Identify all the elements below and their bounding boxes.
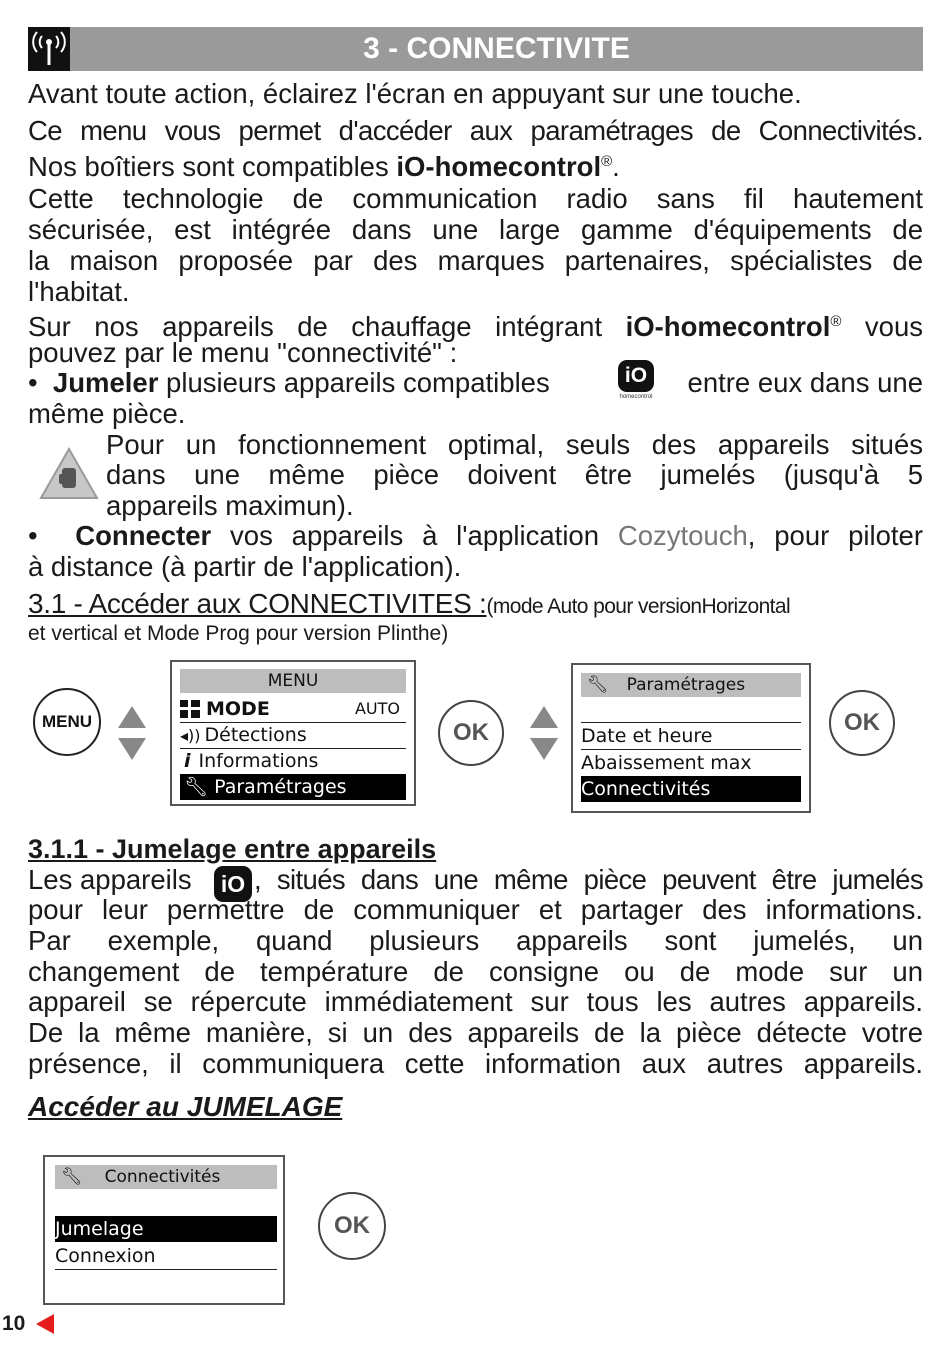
bullet-jumeler: • Jumeler plusieurs appareils compatibles	[28, 367, 550, 398]
ok-button[interactable]: OK	[318, 1192, 386, 1260]
bullet-line: même pièce.	[28, 398, 186, 429]
wrench-icon: 🔧︎	[61, 1167, 83, 1187]
lcd-row-mode: MODE AUTO	[180, 696, 406, 722]
lcd-screen-menu	[170, 660, 416, 806]
triangle-left-icon	[36, 1314, 54, 1334]
ok-button[interactable]: OK	[829, 690, 895, 756]
signal-icon: ◂))	[180, 726, 201, 745]
paragraph-line: Cette technologie de communication radio sans fil hautement	[28, 183, 923, 214]
ok-button[interactable]: OK	[438, 700, 504, 766]
lcd-screen-connectivites	[43, 1155, 285, 1305]
paragraph-line: Les appareils	[28, 864, 192, 895]
up-down-arrows-icon[interactable]	[117, 706, 147, 760]
paragraph-line: , situés dans une même pièce peuvent être jumelés	[254, 864, 923, 895]
paragraph-line: l'habitat.	[28, 276, 130, 307]
paragraph-line: présence, il communiquera cette information aux autres appareils.	[28, 1048, 923, 1079]
note-line: Pour un fonctionnement optimal, seuls des appareils situés	[106, 429, 923, 460]
lcd-title: MENU	[180, 669, 406, 693]
section-3-1-1-heading: 3.1.1 - Jumelage entre appareils	[28, 834, 437, 864]
note-line: appareils maximun).	[106, 490, 354, 521]
lcd-row: Date et heure	[581, 725, 713, 747]
intro-line: Nos boîtiers sont compatibles iO-homecontrol®.	[28, 151, 620, 183]
paragraph-line: appareil se répercute immédiatement sur tous les autres appareils.	[28, 986, 923, 1017]
info-icon: i	[184, 750, 191, 772]
page-title: 3 - CONNECTIVITE	[363, 32, 630, 65]
lcd-row: Abaissement max	[581, 752, 752, 774]
io-homecontrol-icon: iO homecontrol	[616, 360, 656, 404]
lcd-title: 🔧︎ Paramétrages	[581, 673, 801, 697]
lcd-row-selected: Jumelage	[55, 1216, 277, 1242]
lcd-row-detections: ◂)) Détections	[180, 724, 307, 746]
paragraph-line: changement de température de consigne ou de mode sur un	[28, 956, 923, 987]
intro-line: Ce menu vous permet d'accéder aux paramétrages de Connectivités.	[28, 115, 923, 146]
page-number: 10	[2, 1312, 26, 1335]
paragraph-line: Par exemple, quand plusieurs appareils sont jumelés, un	[28, 925, 923, 956]
io-homecontrol-icon: iO	[214, 866, 252, 902]
note-line: dans une même pièce doivent être jumelés (jusqu'à 5	[106, 459, 923, 490]
menu-button[interactable]: MENU	[33, 688, 101, 756]
wrench-icon: 🔧︎	[184, 776, 209, 798]
mode-icon	[180, 699, 200, 717]
lcd-row: Connexion	[55, 1245, 156, 1267]
up-down-arrows-icon[interactable]	[529, 706, 559, 760]
warning-hand-icon	[38, 446, 100, 502]
paragraph-line: sécurisée, est intégrée dans une large gamme d'équipements de	[28, 214, 923, 245]
intro-line: Avant toute action, éclairez l'écran en appuyant sur une touche.	[28, 78, 802, 109]
bullet-connecter: • Connecter vos appareils à l'application Cozytouch, pour piloter	[28, 520, 923, 551]
lcd-row-informations: i Informations	[184, 750, 319, 772]
access-jumelage-heading: Accéder au JUMELAGE	[28, 1091, 343, 1122]
bullet-line: à distance (à partir de l'application).	[28, 551, 462, 582]
antenna-icon	[28, 27, 70, 71]
lcd-screen-parametrages	[571, 663, 811, 813]
bullet-jumeler-cont: entre eux dans une	[687, 367, 923, 398]
lcd-row-parametrages: 🔧︎ Paramétrages	[180, 774, 406, 800]
lcd-title: 🔧︎ Connectivités	[55, 1165, 277, 1189]
paragraph-line: la maison proposée par des marques partenaires, spécialistes de	[28, 245, 923, 276]
section-3-1-heading: 3.1 - Accéder aux CONNECTIVITES :(mode Auto pour versionHorizontal	[28, 588, 791, 619]
paragraph-line: pour leur permettre de communiquer et partager des informations.	[28, 894, 923, 925]
lcd-row-selected: Connectivités	[581, 776, 801, 802]
section-3-1-note: et vertical et Mode Prog pour version Plinthe)	[28, 622, 449, 645]
paragraph-line: Sur nos appareils de chauffage intégrant iO-homecontrol® vous	[28, 311, 923, 343]
paragraph-line: De la même manière, si un des appareils de la pièce détecte votre	[28, 1017, 923, 1048]
paragraph-line: pouvez par le menu "connectivité" :	[28, 337, 458, 368]
wrench-icon: 🔧︎	[587, 675, 609, 695]
